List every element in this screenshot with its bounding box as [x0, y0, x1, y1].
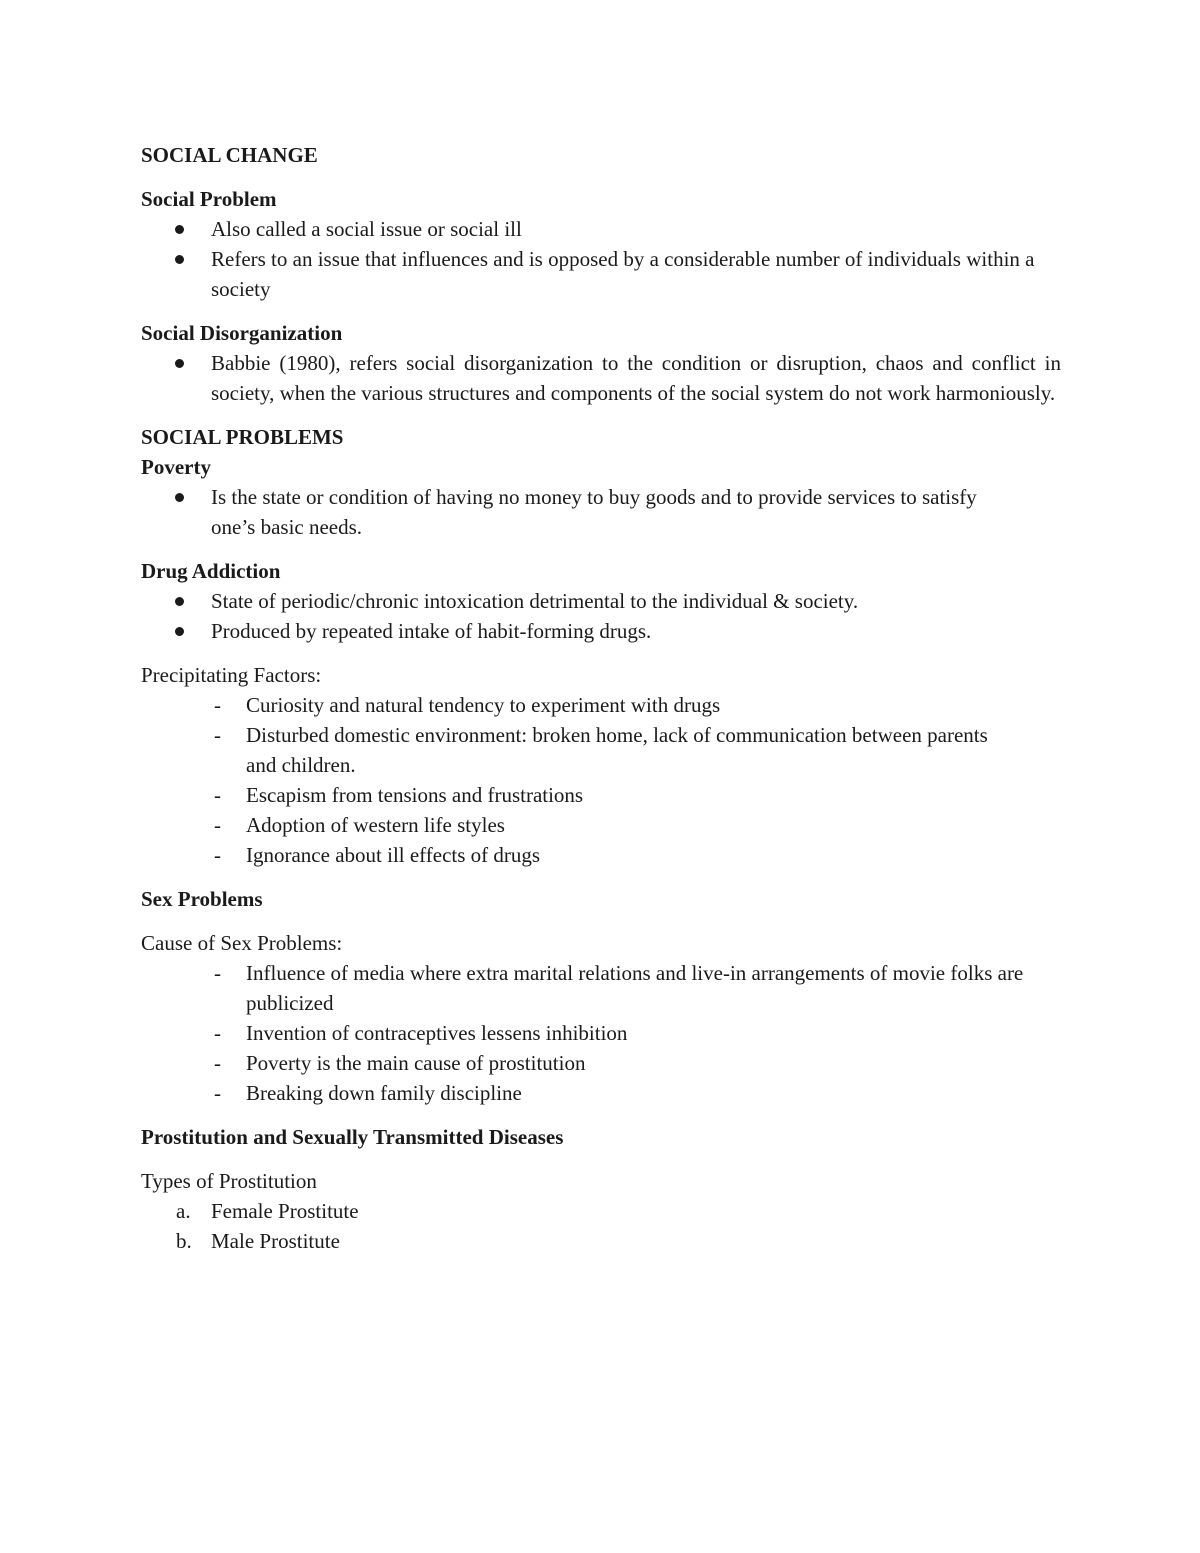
sex-problems-causes-list — [141, 958, 1061, 1108]
list-item — [176, 1226, 1061, 1256]
list-item: Produced by repeated intake of habit-forming drugs. — [211, 616, 1061, 646]
types-of-prostitution-list — [141, 1196, 1061, 1256]
social-problems-title: SOCIAL PROBLEMS — [141, 425, 344, 449]
list-item — [176, 1196, 1061, 1226]
list-item: Refers to an issue that influences and is opposed by a considerable number of individuals within a society — [211, 244, 1061, 304]
list-item-label: Female Prostitute — [211, 1199, 359, 1223]
drug-addiction-heading: Drug Addiction — [141, 559, 281, 583]
list-marker: a. — [176, 1199, 191, 1223]
list-item: - Disturbed domestic environment: broken home, lack of communication between parents and children. — [246, 720, 1001, 780]
list-marker: b. — [176, 1229, 192, 1253]
poverty-heading: Poverty — [141, 455, 211, 479]
list-item: - Adoption of western life styles — [246, 810, 1001, 840]
list-item: Is the state or condition of having no money to buy goods and to provide services to satisfy one’s basic needs. — [211, 482, 1061, 542]
precipitating-factors-list — [141, 690, 1061, 870]
list-item: - Curiosity and natural tendency to experiment with drugs — [246, 690, 1001, 720]
drug-addiction-list — [141, 586, 1061, 646]
list-item: - Poverty is the main cause of prostitution — [246, 1048, 1031, 1078]
precipitating-factors-label: Precipitating Factors: — [141, 663, 322, 687]
social-problem-heading: Social Problem — [141, 187, 277, 211]
prostitution-heading: Prostitution and Sexually Transmitted Diseases — [141, 1125, 564, 1149]
document-page — [141, 140, 1061, 1256]
list-item: - Breaking down family discipline — [246, 1078, 1031, 1108]
list-item-label: Male Prostitute — [211, 1229, 340, 1253]
list-item: Babbie (1980), refers social disorganization to the condition or disruption, chaos and conflict in society, when the various structures and components of the social system do not work harmoniously. — [211, 348, 1061, 408]
list-item: State of periodic/chronic intoxication detrimental to the individual & society. — [211, 586, 1061, 616]
types-of-prostitution-label: Types of Prostitution — [141, 1169, 317, 1193]
cause-of-sex-problems-label: Cause of Sex Problems: — [141, 931, 343, 955]
document-title: SOCIAL CHANGE — [141, 143, 318, 167]
sex-problems-heading: Sex Problems — [141, 887, 263, 911]
list-item: - Invention of contraceptives lessens inhibition — [246, 1018, 1031, 1048]
social-disorganization-heading: Social Disorganization — [141, 321, 343, 345]
social-problem-list — [141, 214, 1061, 304]
list-item: Also called a social issue or social ill — [211, 214, 1061, 244]
list-item: - Escapism from tensions and frustrations — [246, 780, 1001, 810]
poverty-list — [141, 482, 1061, 542]
list-item: - Influence of media where extra marital relations and live-in arrangements of movie folks are publicized — [246, 958, 1031, 1018]
social-disorganization-list — [141, 348, 1061, 408]
list-item: - Ignorance about ill effects of drugs — [246, 840, 1001, 870]
